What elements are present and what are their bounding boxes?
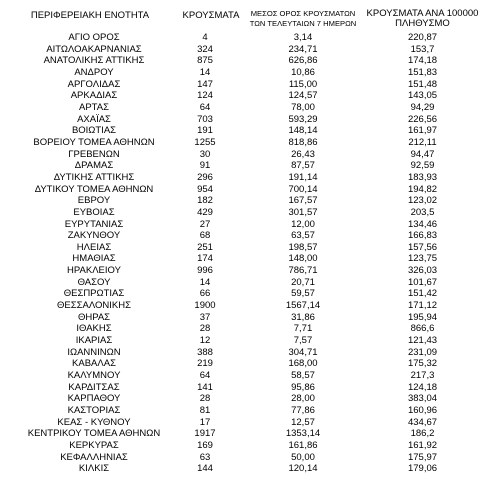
- avg-7-days-cell: 700,14: [288, 183, 318, 195]
- avg-7-days-cell: 198,57: [288, 241, 318, 253]
- per-100000-cell: 866,6: [410, 323, 435, 335]
- avg-7-days-cell: 28,00: [291, 393, 315, 405]
- header-per-line2: ΠΛΗΘΥΣΜΟ: [395, 18, 450, 29]
- region-cell: ΑΓΙΟ ΟΡΟΣ: [68, 32, 120, 43]
- per-100000-cell: 143,05: [407, 90, 438, 102]
- avg-7-days-cell: 148,00: [288, 253, 318, 265]
- cases-cell: 12: [199, 335, 211, 347]
- table-row: [0, 312, 481, 324]
- per-100000-cell: 134,46: [407, 218, 438, 230]
- table-body: [0, 32, 481, 475]
- cases-cell: 144: [197, 463, 213, 475]
- per-100000-cell: 231,09: [407, 346, 438, 358]
- avg-7-days-cell: 63,57: [291, 230, 315, 242]
- per-100000-cell: 383,04: [407, 393, 438, 405]
- cases-cell: 30: [199, 148, 211, 160]
- avg-7-days-cell: 7,71: [293, 323, 313, 335]
- region-cell: ΔΥΤΙΚΗΣ ΑΤΤΙΚΗΣ: [53, 171, 135, 183]
- per-100000-cell: 434,67: [407, 416, 438, 428]
- avg-7-days-cell: 191,14: [288, 171, 318, 183]
- per-100000-cell: 161,92: [407, 439, 438, 451]
- per-100000-cell: 166,83: [407, 230, 438, 242]
- region-cell: ΚΕΝΤΡΙΚΟΥ ΤΟΜΕΑ ΑΘΗΝΩΝ: [27, 428, 161, 440]
- header-per-line1: ΚΡΟΥΣΜΑΤΑ ΑΝΑ 100000: [366, 8, 479, 19]
- region-cell: ΒΟΡΕΙΟΥ ΤΟΜΕΑ ΑΘΗΝΩΝ: [33, 136, 155, 148]
- cases-cell: 191: [197, 125, 213, 137]
- table-row: [0, 393, 481, 405]
- region-cell: ΚΑΡΔΙΤΣΑΣ: [68, 381, 120, 393]
- table-row: [0, 382, 481, 394]
- header-cases: ΚΡΟΥΣΜΑΤΑ: [182, 10, 240, 21]
- avg-7-days-cell: 10,86: [291, 66, 315, 78]
- table-row: [0, 207, 481, 219]
- header-avg-line2: ΤΩΝ ΤΕΛΕΥΤΑΙΩΝ 7 ΗΜΕΡΩΝ: [249, 19, 357, 28]
- avg-7-days-cell: 1567,14: [285, 300, 321, 312]
- region-cell: ΙΘΑΚΗΣ: [76, 323, 112, 335]
- region-cell: ΑΡΚΑΔΙΑΣ: [70, 90, 118, 102]
- header-cases-per-100000: [364, 5, 481, 32]
- avg-7-days-cell: 87,57: [291, 160, 315, 172]
- cases-cell: 251: [197, 241, 213, 253]
- cases-cell: 81: [199, 405, 211, 416]
- region-cell: ΕΥΒΟΙΑΣ: [73, 206, 115, 218]
- table-row: [0, 32, 481, 44]
- region-cell: ΖΑΚΥΝΘΟΥ: [67, 230, 121, 242]
- table-row: [0, 55, 481, 67]
- region-cell: ΑΝΑΤΟΛΙΚΗΣ ΑΤΤΙΚΗΣ: [43, 55, 145, 67]
- cases-table: [0, 5, 481, 475]
- table-row: [0, 253, 481, 265]
- cases-cell: 182: [197, 195, 213, 207]
- per-100000-cell: 195,94: [407, 311, 438, 323]
- region-cell: ΕΥΡΥΤΑΝΙΑΣ: [64, 218, 124, 230]
- cases-cell: 14: [199, 66, 211, 78]
- per-100000-cell: 179,06: [407, 463, 438, 475]
- avg-7-days-cell: 20,71: [291, 276, 315, 288]
- table-row: [0, 323, 481, 335]
- cases-cell: 429: [197, 206, 213, 218]
- region-cell: ΑΝΔΡΟΥ: [74, 66, 114, 78]
- per-100000-cell: 175,32: [407, 358, 438, 370]
- table-row: [0, 452, 481, 464]
- avg-7-days-cell: 1353,14: [285, 428, 321, 440]
- cases-cell: 296: [197, 171, 213, 183]
- avg-7-days-cell: 161,86: [288, 439, 318, 451]
- table-row: [0, 160, 481, 172]
- per-100000-cell: 121,43: [407, 335, 438, 347]
- table-header-row: [0, 5, 481, 32]
- cases-cell: 388: [197, 346, 213, 358]
- region-cell: ΚΑΣΤΟΡΙΑΣ: [67, 405, 121, 416]
- header-region: ΠΕΡΙΦΕΡΕΙΑΚΗ ΕΝΟΤΗΤΑ: [30, 10, 150, 21]
- header-avg-7-days: [242, 5, 364, 32]
- cases-cell: 174: [197, 253, 213, 265]
- cases-cell: 64: [199, 101, 211, 113]
- avg-7-days-cell: 95,86: [291, 381, 315, 393]
- table-row: [0, 370, 481, 382]
- table-row: [0, 67, 481, 79]
- cases-cell: 124: [197, 90, 213, 102]
- region-cell: ΒΟΙΩΤΙΑΣ: [71, 125, 117, 137]
- cases-cell: 66: [199, 288, 211, 300]
- avg-7-days-cell: 58,57: [291, 370, 315, 382]
- per-100000-cell: 124,18: [407, 381, 438, 393]
- region-cell: ΚΙΛΚΙΣ: [78, 463, 110, 475]
- cases-cell: 37: [199, 311, 211, 323]
- per-100000-cell: 94,29: [410, 101, 435, 113]
- cases-cell: 28: [199, 393, 211, 405]
- table-row: [0, 125, 481, 137]
- per-100000-cell: 226,56: [407, 113, 438, 125]
- cases-cell: 91: [199, 160, 211, 172]
- table-row: [0, 463, 481, 475]
- table-row: [0, 440, 481, 452]
- region-cell: ΗΡΑΚΛΕΙΟΥ: [67, 265, 121, 277]
- region-cell: ΚΕΦΑΛΛΗΝΙΑΣ: [60, 451, 128, 463]
- region-cell: ΘΑΣΟΥ: [77, 276, 111, 288]
- per-100000-cell: 153,7: [410, 43, 435, 55]
- per-100000-cell: 123,75: [407, 253, 438, 265]
- per-100000-cell: 326,03: [407, 265, 438, 277]
- avg-7-days-cell: 148,14: [288, 125, 318, 137]
- avg-7-days-cell: 3,14: [293, 32, 313, 43]
- cases-cell: 63: [199, 451, 211, 463]
- table-row: [0, 79, 481, 91]
- cases-cell: 996: [197, 265, 213, 277]
- avg-7-days-cell: 26,43: [291, 148, 315, 160]
- region-cell: ΗΜΑΘΙΑΣ: [72, 253, 116, 265]
- cases-cell: 147: [197, 78, 213, 90]
- region-cell: ΑΧΑΪΑΣ: [77, 113, 111, 125]
- header-avg-line1: ΜΕΣΟΣ ΟΡΟΣ ΚΡΟΥΣΜΑΤΩΝ: [250, 9, 356, 18]
- per-100000-cell: 151,48: [407, 78, 438, 90]
- cases-cell: 875: [197, 55, 213, 67]
- table-row: [0, 335, 481, 347]
- avg-7-days-cell: 77,86: [291, 405, 315, 416]
- cases-cell: 219: [197, 358, 213, 370]
- avg-7-days-cell: 124,57: [288, 90, 318, 102]
- table-row: [0, 288, 481, 300]
- per-100000-cell: 92,59: [410, 160, 435, 172]
- avg-7-days-cell: 12,00: [291, 218, 315, 230]
- avg-7-days-cell: 50,00: [291, 451, 315, 463]
- table-row: [0, 219, 481, 231]
- per-100000-cell: 151,83: [407, 66, 438, 78]
- avg-7-days-cell: 167,57: [288, 195, 318, 207]
- table-row: [0, 417, 481, 429]
- cases-cell: 1900: [194, 300, 216, 312]
- region-cell: ΚΕΑΣ - ΚΥΘΝΟΥ: [57, 416, 131, 428]
- per-100000-cell: 186,2: [410, 428, 435, 440]
- avg-7-days-cell: 115,00: [288, 78, 318, 90]
- table-row: [0, 265, 481, 277]
- cases-cell: 1917: [194, 428, 216, 440]
- region-cell: ΕΒΡΟΥ: [77, 195, 111, 207]
- cases-cell: 954: [197, 183, 213, 195]
- per-100000-cell: 101,67: [407, 276, 438, 288]
- table-row: [0, 277, 481, 289]
- avg-7-days-cell: 301,57: [288, 206, 318, 218]
- region-cell: ΑΡΤΑΣ: [79, 101, 109, 113]
- cases-cell: 14: [199, 276, 211, 288]
- region-cell: ΑΡΓΟΛΙΔΑΣ: [67, 78, 121, 90]
- per-100000-cell: 194,82: [407, 183, 438, 195]
- per-100000-cell: 203,5: [410, 206, 435, 218]
- table-row: [0, 428, 481, 440]
- region-cell: ΔΡΑΜΑΣ: [74, 160, 114, 172]
- table-row: [0, 149, 481, 161]
- cases-cell: 324: [197, 43, 213, 55]
- table-row: [0, 44, 481, 56]
- table-row: [0, 102, 481, 114]
- per-100000-cell: 161,97: [407, 125, 438, 137]
- region-cell: ΚΑΛΥΜΝΟΥ: [67, 370, 121, 382]
- table-row: [0, 90, 481, 102]
- region-cell: ΚΑΒΑΛΑΣ: [72, 358, 116, 370]
- region-cell: ΚΑΡΠΑΘΟΥ: [67, 393, 121, 405]
- region-cell: ΙΚΑΡΙΑΣ: [75, 335, 113, 347]
- region-cell: ΓΡΕΒΕΝΩΝ: [68, 148, 120, 160]
- table-row: [0, 137, 481, 149]
- per-100000-cell: 151,42: [407, 288, 438, 300]
- region-cell: ΘΕΣΠΡΩΤΙΑΣ: [63, 288, 125, 300]
- avg-7-days-cell: 818,86: [288, 136, 318, 148]
- avg-7-days-cell: 786,71: [288, 265, 318, 277]
- table-row: [0, 300, 481, 312]
- avg-7-days-cell: 59,57: [291, 288, 315, 300]
- avg-7-days-cell: 7,57: [293, 335, 313, 347]
- region-cell: ΙΩΑΝΝΙΝΩΝ: [67, 346, 121, 358]
- region-cell: ΚΕΡΚΥΡΑΣ: [69, 439, 119, 451]
- region-cell: ΘΗΡΑΣ: [77, 311, 111, 323]
- per-100000-cell: 220,87: [407, 32, 438, 43]
- per-100000-cell: 160,96: [407, 405, 438, 416]
- cases-cell: 17: [199, 416, 211, 428]
- cases-cell: 64: [199, 370, 211, 382]
- region-cell: ΑΙΤΩΛΟΑΚΑΡΝΑΝΙΑΣ: [46, 43, 142, 55]
- per-100000-cell: 217,3: [410, 370, 435, 382]
- avg-7-days-cell: 304,71: [288, 346, 318, 358]
- avg-7-days-cell: 12,57: [291, 416, 315, 428]
- cases-cell: 169: [197, 439, 213, 451]
- per-100000-cell: 171,12: [407, 300, 438, 312]
- cases-cell: 703: [197, 113, 213, 125]
- per-100000-cell: 94,47: [410, 148, 435, 160]
- table-row: [0, 172, 481, 184]
- cases-cell: 27: [199, 218, 211, 230]
- cases-cell: 4: [202, 32, 208, 43]
- avg-7-days-cell: 234,71: [288, 43, 318, 55]
- table-row: [0, 242, 481, 254]
- table-row: [0, 184, 481, 196]
- region-cell: ΔΥΤΙΚΟΥ ΤΟΜΕΑ ΑΘΗΝΩΝ: [34, 183, 154, 195]
- avg-7-days-cell: 168,00: [288, 358, 318, 370]
- avg-7-days-cell: 78,00: [291, 101, 315, 113]
- avg-7-days-cell: 31,86: [291, 311, 315, 323]
- cases-cell: 68: [199, 230, 211, 242]
- table-row: [0, 405, 481, 417]
- table-row: [0, 358, 481, 370]
- per-100000-cell: 123,02: [407, 195, 438, 207]
- per-100000-cell: 157,56: [407, 241, 438, 253]
- region-cell: ΘΕΣΣΑΛΟΝΙΚΗΣ: [57, 300, 131, 312]
- avg-7-days-cell: 626,86: [288, 55, 318, 67]
- table-row: [0, 195, 481, 207]
- table-row: [0, 230, 481, 242]
- cases-cell: 28: [199, 323, 211, 335]
- table-row: [0, 114, 481, 126]
- avg-7-days-cell: 120,14: [288, 463, 318, 475]
- per-100000-cell: 212,11: [408, 136, 437, 148]
- region-cell: ΗΛΕΙΑΣ: [76, 241, 112, 253]
- per-100000-cell: 174,18: [407, 55, 438, 67]
- avg-7-days-cell: 593,29: [288, 113, 318, 125]
- table-row: [0, 347, 481, 359]
- cases-cell: 141: [197, 381, 213, 393]
- per-100000-cell: 175,97: [407, 451, 438, 463]
- cases-cell: 1255: [194, 136, 216, 148]
- per-100000-cell: 183,93: [407, 171, 438, 183]
